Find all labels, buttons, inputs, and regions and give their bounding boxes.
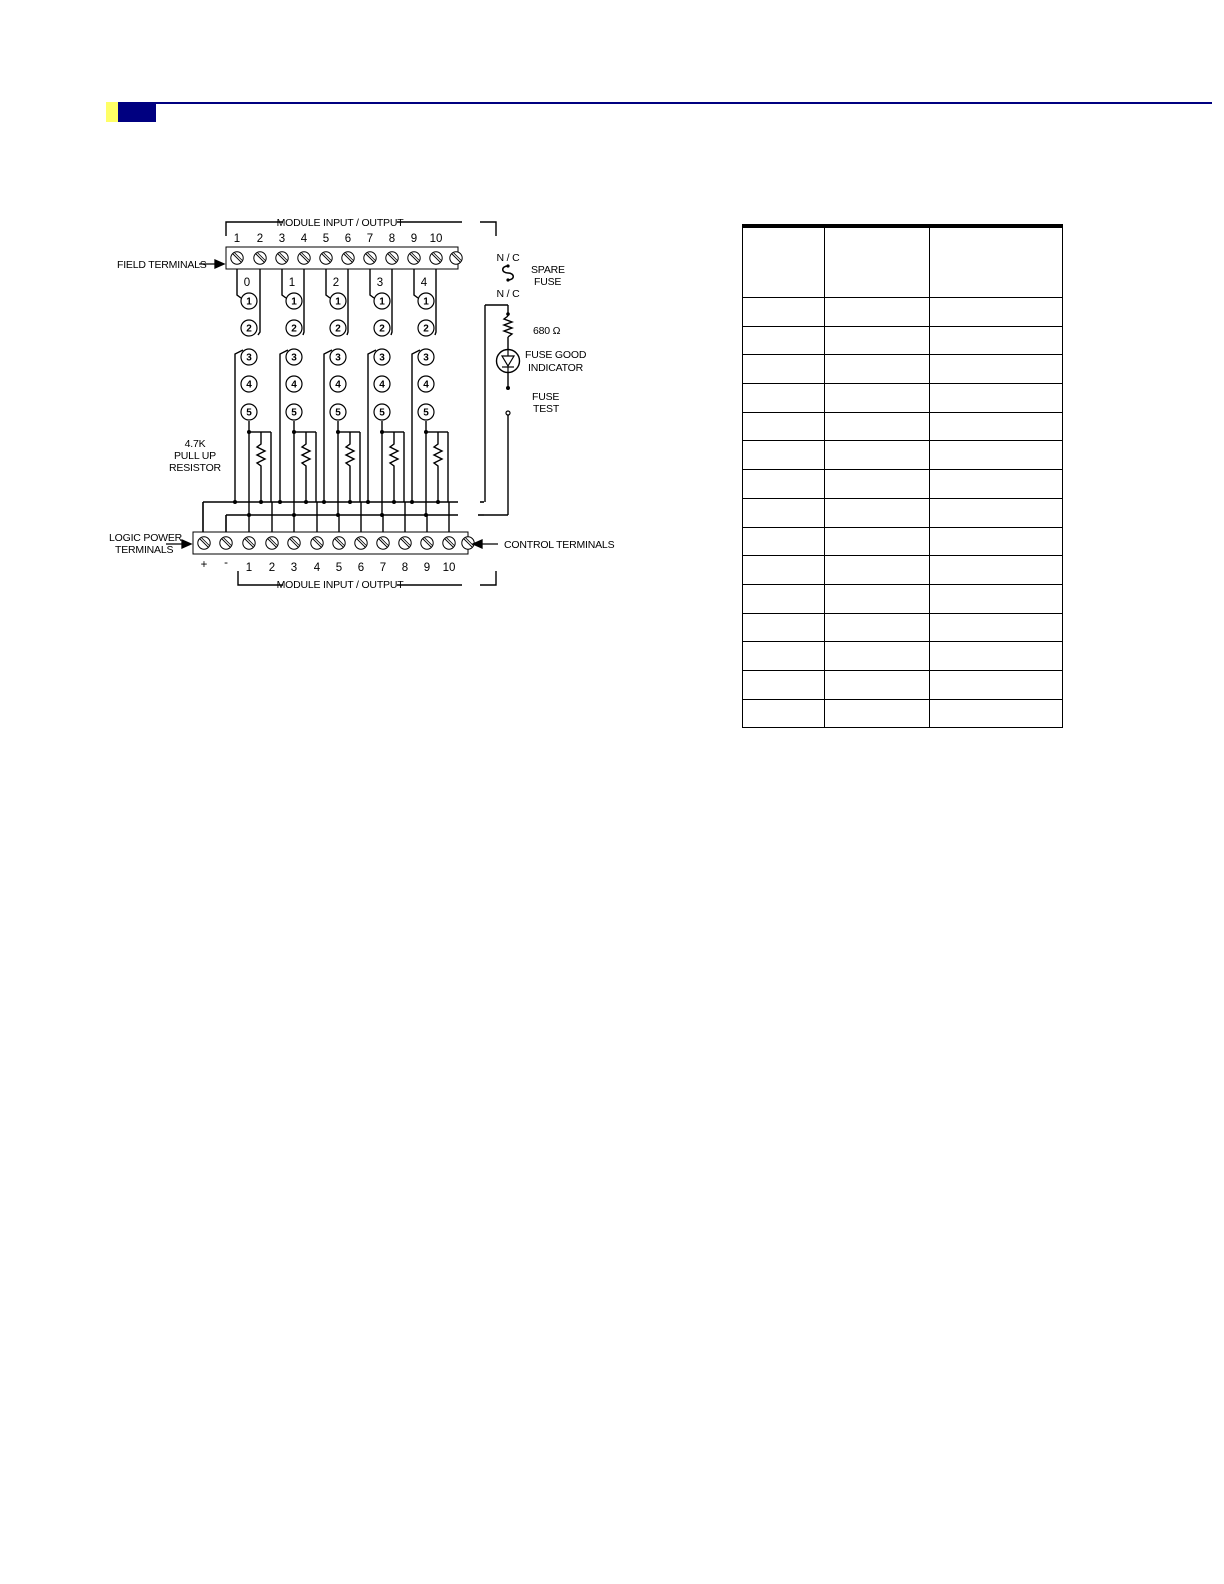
table-cell xyxy=(824,498,929,527)
channel-number: 3 xyxy=(376,277,384,289)
channel-number: 2 xyxy=(332,277,340,289)
bubble-number: 4 xyxy=(335,379,341,391)
table-cell xyxy=(929,326,1062,355)
bubble-number: 2 xyxy=(423,323,429,335)
top-terminal-number: 8 xyxy=(388,233,396,245)
table-cell xyxy=(824,470,929,499)
screw-icon xyxy=(333,537,345,549)
fuse-test-point-b xyxy=(506,411,510,415)
control-terminals-label: CONTROL TERMINALS xyxy=(504,539,615,551)
bottom-terminal-number: 7 xyxy=(379,562,387,574)
table-row xyxy=(743,584,1063,613)
bubble-number: 1 xyxy=(335,296,341,308)
table-cell xyxy=(824,226,929,298)
table-row xyxy=(743,670,1063,699)
bubble-number: 3 xyxy=(379,352,385,364)
screw-icon xyxy=(198,537,210,549)
fuse-good-label-line2: INDICATOR xyxy=(528,362,583,374)
top-terminal-number: 2 xyxy=(256,233,264,245)
table-cell xyxy=(743,326,825,355)
screw-icon xyxy=(364,252,376,264)
table-cell xyxy=(743,527,825,556)
channel-0 xyxy=(233,269,272,532)
table-cell xyxy=(824,326,929,355)
bottom-terminal-number: 6 xyxy=(357,562,365,574)
table-row xyxy=(743,326,1063,355)
pullup-label-line2: PULL UP xyxy=(174,450,216,462)
bubble-number: 3 xyxy=(246,352,252,364)
fuse-circuit xyxy=(484,305,520,515)
screw-icon xyxy=(430,252,442,264)
table-cell xyxy=(824,642,929,671)
bottom-terminal-number: 2 xyxy=(268,562,276,574)
table-cell xyxy=(824,412,929,441)
bottom-terminal-number: 10 xyxy=(442,562,456,574)
table-cell xyxy=(743,584,825,613)
table-row xyxy=(743,355,1063,384)
channel-number: 1 xyxy=(288,277,296,289)
logic-power-label-line2: TERMINALS xyxy=(115,544,174,556)
table-cell xyxy=(743,613,825,642)
pullup-label-line3: RESISTOR xyxy=(169,462,221,474)
bubble-number: 1 xyxy=(379,296,385,308)
top-terminal-numbers xyxy=(234,233,443,245)
table-cell xyxy=(743,384,825,413)
table-cell xyxy=(824,613,929,642)
screw-icon xyxy=(408,252,420,264)
bubble-number: 3 xyxy=(335,352,341,364)
table-cell xyxy=(929,441,1062,470)
screw-icon xyxy=(421,537,433,549)
table-row xyxy=(743,642,1063,671)
blank-table xyxy=(742,224,1063,728)
table-cell xyxy=(743,298,825,327)
table-cell xyxy=(824,699,929,728)
table-row xyxy=(743,527,1063,556)
screw-icon xyxy=(450,252,462,264)
screw-icon xyxy=(243,537,255,549)
table-cell xyxy=(743,355,825,384)
minus-sign: - xyxy=(224,557,228,569)
bubble-number: 1 xyxy=(291,296,297,308)
bubble-number: 5 xyxy=(335,407,341,419)
bottom-module-label: MODULE INPUT / OUTPUT xyxy=(276,579,404,591)
bubble-number: 5 xyxy=(291,407,297,419)
top-terminal-number: 9 xyxy=(410,233,418,245)
plus-sign: + xyxy=(200,559,208,571)
fuse-good-led-icon xyxy=(502,349,514,373)
table-cell xyxy=(929,412,1062,441)
screw-icon xyxy=(276,252,288,264)
fuse-test-label-line2: TEST xyxy=(533,403,560,415)
fuse-test-point-a xyxy=(506,386,510,390)
table-cell xyxy=(929,384,1062,413)
channel-2 xyxy=(322,269,361,532)
bottom-terminal-number: 5 xyxy=(335,562,343,574)
table-cell xyxy=(743,412,825,441)
screw-icon xyxy=(462,537,474,549)
table-cell xyxy=(824,384,929,413)
bottom-terminal-number: 3 xyxy=(290,562,298,574)
table-cell xyxy=(929,642,1062,671)
bottom-terminal-number: 1 xyxy=(245,562,253,574)
table-row xyxy=(743,470,1063,499)
table-cell xyxy=(743,470,825,499)
table-cell xyxy=(743,670,825,699)
bubble-number: 3 xyxy=(423,352,429,364)
bubble-number: 2 xyxy=(379,323,385,335)
table-header-row xyxy=(743,226,1063,298)
bubble-number: 5 xyxy=(379,407,385,419)
table-cell xyxy=(929,556,1062,585)
table-cell xyxy=(929,527,1062,556)
bottom-terminal-numbers xyxy=(246,562,456,574)
nc-top-label: N / C xyxy=(496,252,520,264)
table-row xyxy=(743,498,1063,527)
control-terminals-arrow xyxy=(473,540,498,548)
spare-fuse-icon xyxy=(503,266,514,280)
bubble-number: 2 xyxy=(291,323,297,335)
screw-icon xyxy=(386,252,398,264)
bubble-number: 2 xyxy=(246,323,252,335)
screw-icon xyxy=(377,537,389,549)
bubble-number: 1 xyxy=(423,296,429,308)
screw-icon xyxy=(355,537,367,549)
table-row xyxy=(743,412,1063,441)
top-terminal-number: 6 xyxy=(344,233,352,245)
spare-fuse-label-line1: SPARE xyxy=(531,264,565,276)
table-row xyxy=(743,556,1063,585)
table-cell xyxy=(743,556,825,585)
top-module-label: MODULE INPUT / OUTPUT xyxy=(276,217,404,229)
table-cell xyxy=(743,441,825,470)
table-row xyxy=(743,699,1063,728)
table-cell xyxy=(929,670,1062,699)
screw-icon xyxy=(298,252,310,264)
bottom-terminal-number: 4 xyxy=(313,562,321,574)
field-terminals-label: FIELD TERMINALS xyxy=(117,259,207,271)
screw-icon xyxy=(231,252,243,264)
bubble-number: 4 xyxy=(246,379,252,391)
table-row xyxy=(743,441,1063,470)
table-cell xyxy=(929,226,1062,298)
table-row xyxy=(743,298,1063,327)
bubble-number: 3 xyxy=(291,352,297,364)
logic-power-label-line1: LOGIC POWER xyxy=(109,532,183,544)
wiring-diagram xyxy=(0,0,720,620)
bubble-number: 5 xyxy=(423,407,429,419)
pullup-label-line1: 4.7K xyxy=(184,438,206,450)
channel-3 xyxy=(366,269,405,532)
bubble-number: 5 xyxy=(246,407,252,419)
screw-icon xyxy=(266,537,278,549)
screw-icon xyxy=(320,252,332,264)
table-cell xyxy=(929,699,1062,728)
table-cell xyxy=(824,298,929,327)
fuse-good-label-line1: FUSE GOOD xyxy=(525,349,587,361)
table-cell xyxy=(929,584,1062,613)
table-cell xyxy=(743,498,825,527)
table-cell xyxy=(743,642,825,671)
table-cell xyxy=(929,498,1062,527)
table-cell xyxy=(824,670,929,699)
channel-1 xyxy=(278,269,317,532)
bubble-number: 2 xyxy=(335,323,341,335)
top-terminal-number: 10 xyxy=(429,233,443,245)
screw-icon xyxy=(220,537,232,549)
table-cell xyxy=(824,527,929,556)
bus-lines xyxy=(203,502,484,532)
channel-number: 0 xyxy=(243,277,251,289)
screw-icon xyxy=(288,537,300,549)
bottom-terminal-number: 8 xyxy=(401,562,409,574)
spare-fuse-label-line2: FUSE xyxy=(534,276,562,288)
channel-number: 4 xyxy=(420,277,428,289)
table-cell xyxy=(743,226,825,298)
channel-4 xyxy=(410,269,449,532)
top-terminal-number: 3 xyxy=(278,233,286,245)
bubble-number: 4 xyxy=(423,379,429,391)
bubble-number: 4 xyxy=(379,379,385,391)
top-terminal-number: 4 xyxy=(300,233,308,245)
top-terminal-number: 5 xyxy=(322,233,330,245)
table-cell xyxy=(824,584,929,613)
nc-bottom-label: N / C xyxy=(496,288,520,300)
bottom-terminal-number: 9 xyxy=(423,562,431,574)
bubble-number: 1 xyxy=(246,296,252,308)
table-cell xyxy=(929,470,1062,499)
screw-icon xyxy=(254,252,266,264)
channel-groups xyxy=(233,269,449,532)
table-row xyxy=(743,384,1063,413)
bubble-number: 4 xyxy=(291,379,297,391)
screw-icon xyxy=(311,537,323,549)
table-cell xyxy=(824,355,929,384)
table-cell xyxy=(824,556,929,585)
screw-icon xyxy=(443,537,455,549)
table-cell xyxy=(824,441,929,470)
table-cell xyxy=(929,613,1062,642)
top-terminal-number: 7 xyxy=(366,233,374,245)
resistor-value-label: 680 Ω xyxy=(533,325,561,337)
screw-icon xyxy=(342,252,354,264)
table-cell xyxy=(929,355,1062,384)
table-cell xyxy=(743,699,825,728)
fuse-test-label-line1: FUSE xyxy=(532,391,560,403)
top-terminal-number: 1 xyxy=(233,233,241,245)
screw-icon xyxy=(399,537,411,549)
table-cell xyxy=(929,298,1062,327)
table-row xyxy=(743,613,1063,642)
